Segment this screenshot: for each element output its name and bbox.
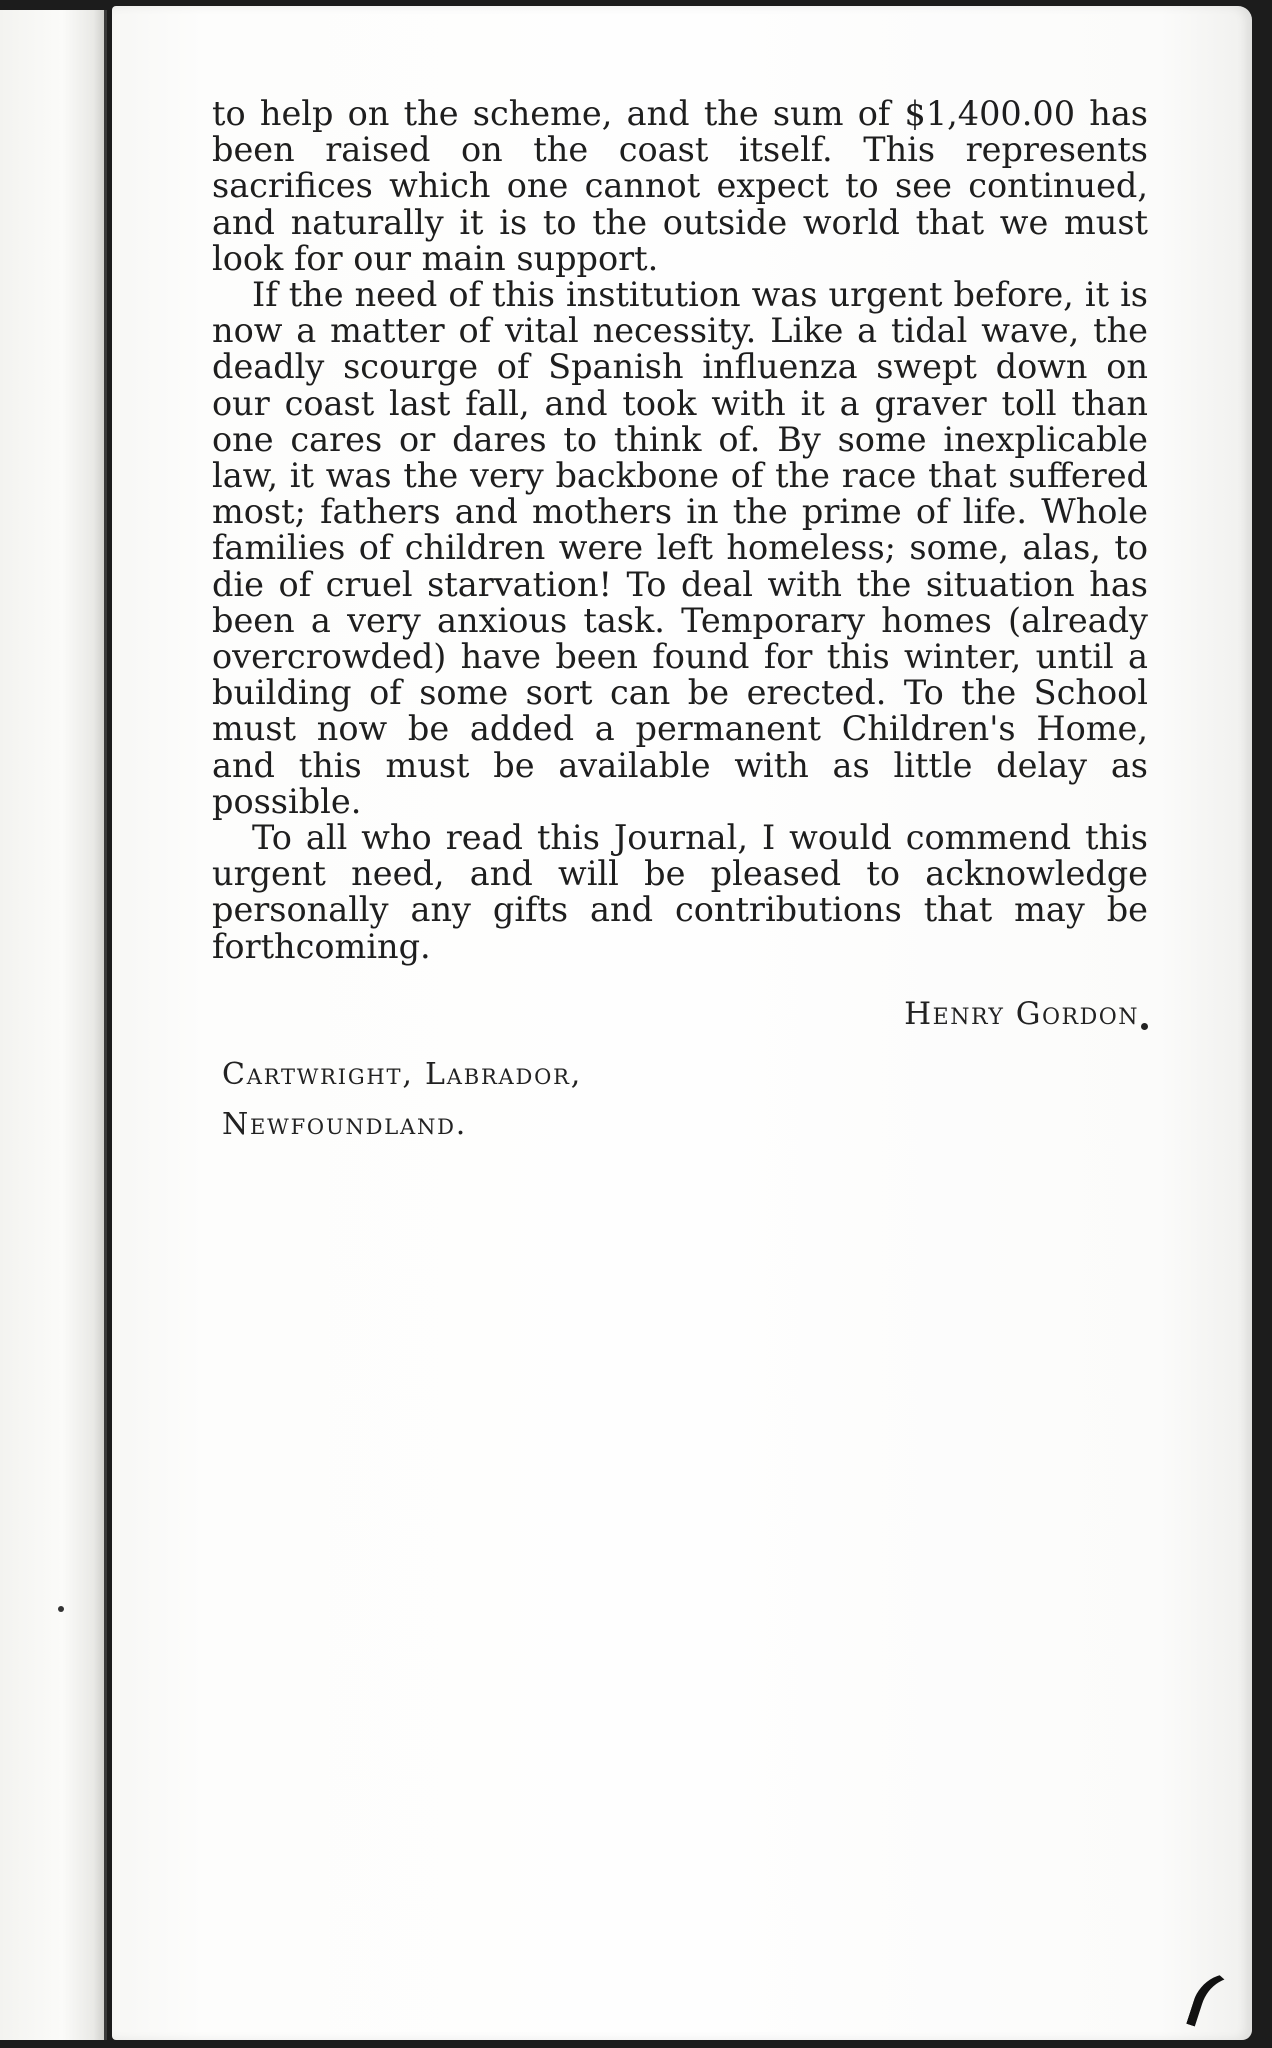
address-line-1: Cartwright, Labrador, [222,1057,583,1092]
address-line-2: Newfoundland. [222,1107,468,1142]
paragraph-3: To all who read this Journal, I would commend this urgent need, and will be pleased to acknowledge personally any gifts and contributions that may be forthcoming. [212,818,1148,966]
signature-name: Henry Gordon [904,996,1139,1032]
address-block [222,1050,582,1150]
paragraph-1: to help on the scheme, and the sum of $1,400.00 has been raised on the coast itself. This represents sacrifices which one cannot expect to see continued, and naturally it is to the outside world that we must look for our main support. [212,94,1148,278]
page-corner-curl [1186,1963,1247,2037]
previous-page-edge [0,10,107,2040]
signature [700,996,1148,1032]
paragraph-2: If the need of this institution was urgent before, it is now a matter of vital necessity. Like a tidal wave, the deadly scourge of Spanish influenza swept down on our coast last fall, and took with it a graver toll than one cares or dares to think of. By some inexplicable law, it was the very backbone of the race that suffered most; fathers and mothers in the prime of life. Whole families of children were left homeless; some, alas, to die of cruel starvation! To deal with the situation has been a very anxious task. Temporary homes (already overcrowded) have been found for this winter, until a building of some sort can be erected. To the School must now be added a permanent Children's Home, and this must be available with as little delay as possible. [212,275,1148,821]
letter-body [212,96,1148,965]
ink-speck [58,1606,64,1612]
signature-period [1141,1023,1148,1030]
